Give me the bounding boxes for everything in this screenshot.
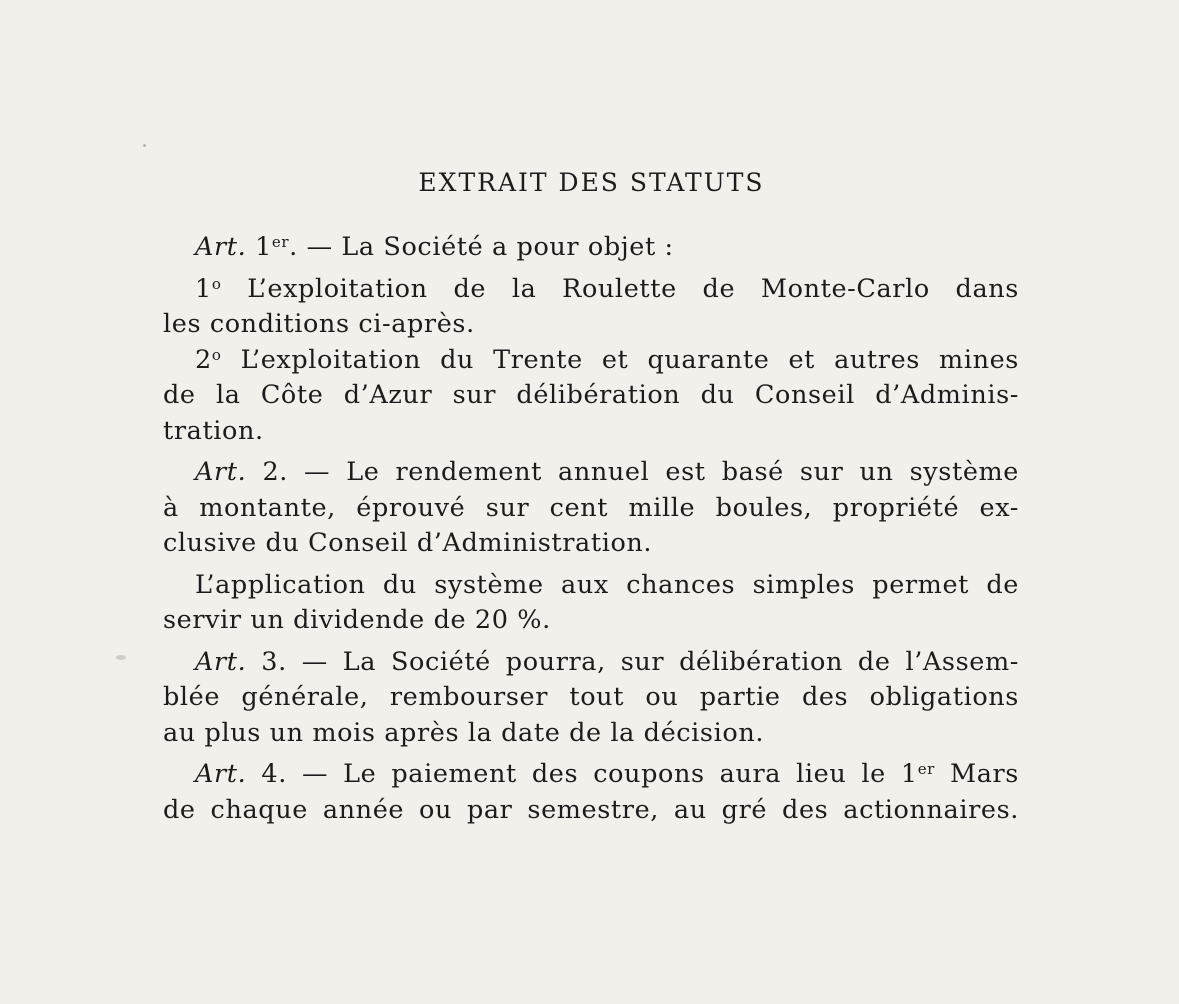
- art2-label: Art.: [195, 457, 247, 487]
- art1-number: 1: [255, 232, 272, 262]
- art4-line1-text-a: 4. — Le paiement des coupons aura lieu le 1: [261, 759, 918, 789]
- art3-line1: [163, 645, 1019, 681]
- art1-item1-deg: o: [211, 274, 222, 293]
- art3-line3: au plus un mois après la date de la décision.: [163, 717, 765, 748]
- art1-item1-num: 1: [195, 273, 212, 304]
- art1-item2-num: 2: [195, 344, 212, 375]
- art3-label: Art.: [195, 646, 247, 677]
- paper-speck: [143, 144, 146, 147]
- art1-item1-line1: [163, 272, 1019, 308]
- art3-line1-text: 3. — La Société pourra, sur délibération de l’Assem-: [261, 646, 1019, 677]
- art3-line2: blée générale, rembourser tout ou partie des obligations: [163, 682, 1019, 712]
- art1-item1-text: L’exploitation de la Roulette de Monte-Carlo dans: [247, 273, 1019, 304]
- art2-para2-line1: L’application du système aux chances simples permet de: [195, 569, 1019, 600]
- art4-line1-text-b: Mars: [934, 759, 1019, 789]
- art1-item2-line2: de la Côte d’Azur sur délibération du Conseil d’Adminis-: [163, 380, 1019, 410]
- document-title: EXTRAIT DES STATUTS: [418, 168, 765, 197]
- art1-item1-line2: les conditions ci-après.: [163, 309, 475, 339]
- art1-label: Art.: [195, 232, 247, 262]
- art2-line1: [163, 455, 1019, 491]
- art4-line1: [163, 757, 1019, 793]
- art1-item2-line3: tration.: [163, 415, 264, 446]
- art1-item2-text: L’exploitation du Trente et quarante et autres mines: [240, 344, 1019, 375]
- art2-para2-line2: servir un dividende de 20 %.: [163, 605, 551, 635]
- art1-number-sup: er: [271, 233, 290, 251]
- art1-item2-deg: o: [211, 345, 222, 364]
- paper-speck: [116, 655, 126, 660]
- art4-line1-sup: er: [917, 760, 935, 778]
- art1-item2-line1: [163, 343, 1019, 379]
- art1-intro: . — La Société a pour objet :: [289, 232, 674, 262]
- art1-heading: [163, 230, 1019, 266]
- art2-line1-text: 2. — Le rendement annuel est basé sur un système: [262, 457, 1019, 487]
- art4-line2: de chaque année ou par semestre, au gré des actionnaires.: [163, 794, 1019, 825]
- art4-label: Art.: [195, 759, 247, 789]
- art2-line2: à montante, éprouvé sur cent mille boules, propriété ex-: [163, 492, 1019, 523]
- statutes-text: [163, 230, 1019, 828]
- art2-line3: clusive du Conseil d’Administration.: [163, 528, 653, 558]
